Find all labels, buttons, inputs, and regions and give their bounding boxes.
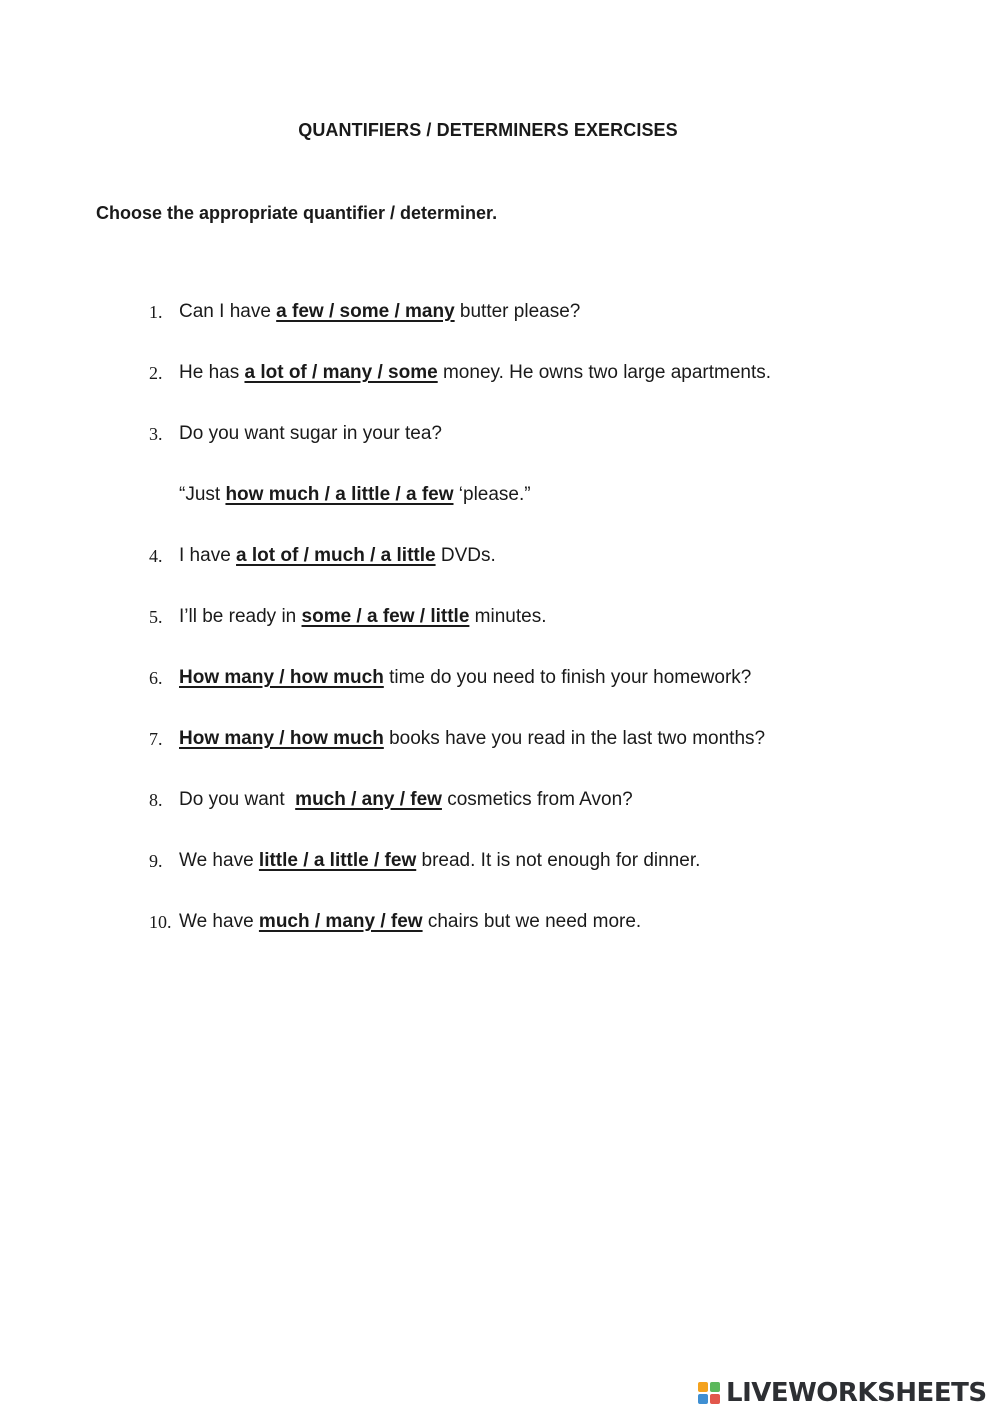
item-text	[179, 361, 771, 385]
logo-text: LIVEWORKSHEETS	[726, 1378, 987, 1408]
item-text-after: money. He owns two large apartments.	[437, 362, 772, 383]
item-number: 1.	[149, 302, 163, 322]
option-choices[interactable]: How many / how much	[179, 667, 384, 688]
item-text	[179, 849, 700, 873]
item-text-after: DVDs.	[435, 545, 496, 566]
item-text-before: Can I have	[179, 301, 277, 322]
item-text-before: “Just	[179, 484, 226, 505]
item-number: 2.	[149, 363, 163, 383]
item-text-before: I’ll be ready in	[179, 606, 302, 627]
item-text	[179, 605, 547, 629]
item-text-after: butter please?	[454, 301, 581, 322]
option-choices[interactable]: How many / how much	[179, 728, 384, 749]
option-choices[interactable]: a few / some / many	[276, 301, 455, 322]
item-number: 9.	[149, 851, 163, 871]
page-title: QUANTIFIERS / DETERMINERS EXERCISES	[298, 120, 678, 140]
item-text	[179, 483, 531, 507]
item-text	[179, 910, 641, 934]
item-text	[179, 544, 496, 568]
item-text-after: minutes.	[469, 606, 547, 627]
option-choices[interactable]: much / many / few	[258, 911, 423, 932]
item-text-before: Do you want sugar in your tea?	[179, 423, 442, 444]
item-text	[179, 666, 751, 690]
item-number: 10.	[149, 912, 172, 932]
item-number: 5.	[149, 607, 163, 627]
option-choices[interactable]: how much / a little / a few	[225, 484, 454, 505]
item-text-after: bread. It is not enough for dinner.	[416, 850, 701, 871]
logo-square-blue	[698, 1394, 708, 1404]
item-number: 4.	[149, 546, 163, 566]
logo-icon	[698, 1382, 720, 1404]
logo-square-orange	[698, 1382, 708, 1392]
item-text	[179, 727, 765, 751]
item-text	[179, 422, 442, 446]
option-choices[interactable]: a lot of / much / a little	[236, 545, 436, 566]
item-text-before: We have	[179, 911, 259, 932]
item-text-before: I have	[179, 545, 237, 566]
item-number: 8.	[149, 790, 163, 810]
item-text-after: chairs but we need more.	[422, 911, 642, 932]
item-text-before: Do you want	[179, 789, 296, 810]
item-number: 6.	[149, 668, 163, 688]
item-text-after: ‘please.”	[453, 484, 531, 505]
item-text-before: We have	[179, 850, 259, 871]
option-choices[interactable]: little / a little / few	[258, 850, 417, 871]
option-choices[interactable]: a lot of / many / some	[244, 362, 438, 383]
liveworksheets-logo[interactable]	[698, 1378, 987, 1408]
item-number: 7.	[149, 729, 163, 749]
item-text-after: cosmetics from Avon?	[441, 789, 633, 810]
option-choices[interactable]: much / any / few	[295, 789, 442, 810]
item-text-after: books have you read in the last two months?	[383, 728, 766, 749]
item-number: 3.	[149, 424, 163, 444]
instruction-text: Choose the appropriate quantifier / determiner.	[96, 203, 498, 223]
logo-square-green	[710, 1382, 720, 1392]
logo-square-red	[710, 1394, 720, 1404]
item-text	[179, 788, 633, 812]
item-text-before: He has	[179, 362, 245, 383]
option-choices[interactable]: some / a few / little	[301, 606, 470, 627]
item-text-after: time do you need to finish your homework?	[383, 667, 752, 688]
item-text	[179, 300, 580, 324]
